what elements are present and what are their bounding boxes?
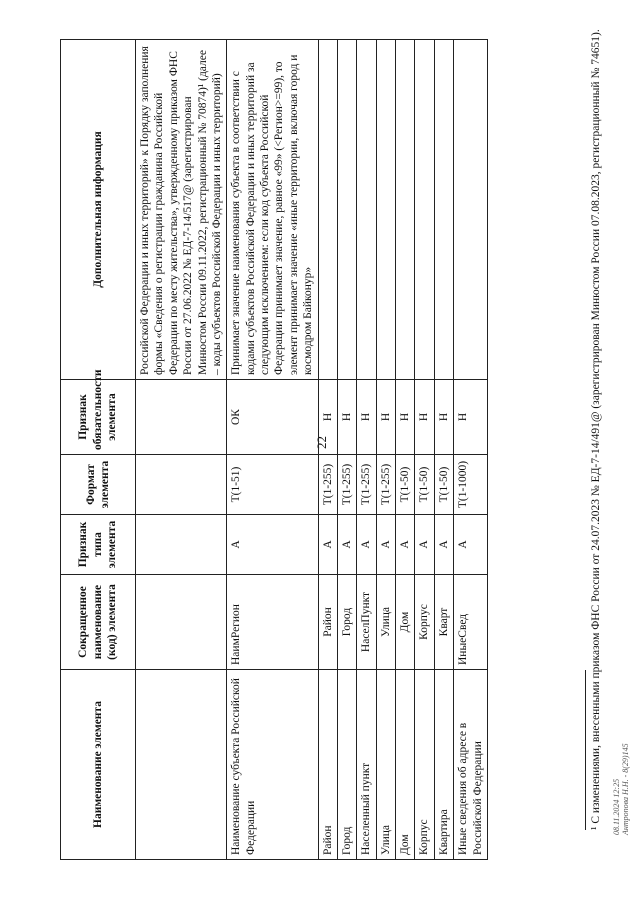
table-row: Иные сведения об адресе в Российской Федерации ИныеСвед А Т(1-1000) Н <box>454 40 488 860</box>
header-format: Формат элемента <box>61 455 136 515</box>
table-row: Квартира Кварт А Т(1-50) Н <box>434 40 453 860</box>
table-row: Улица Улица А Т(1-255) Н <box>376 40 395 860</box>
elements-table <box>60 39 488 860</box>
signature-stamp <box>612 715 630 835</box>
continued-info: Российской Федерации и иных территорий» к Порядку заполнения формы «Сведения о регистрации гражданина Российской Федерации по месту жительства», утвержденному приказом ФНС России от 27.06.2022 № ЕД-7-14/517@ (зарегистрирован Минюстом России 09.11.2022, регистрационный № 70874)¹ (далее – коды субъектов Российской Федерации и иных территорий) <box>136 40 227 380</box>
footnote <box>585 10 602 830</box>
header-type: Признак типа элемента <box>61 515 136 575</box>
stamp-name: Антропова Н.Н. - 8(29)145 <box>621 743 630 835</box>
footnote-text: ¹ С изменениями, внесенными приказом ФНС России от 24.07.2023 № ЕД-7-14/491@ (зарегистрирован Минюстом России 07.08.2023, регистрационный № 74651). <box>590 29 602 830</box>
header-info: Дополнительная информация <box>61 40 136 380</box>
table-row: Дом Дом А Т(1-50) Н <box>396 40 415 860</box>
rotated-table-page <box>60 40 580 860</box>
table-row: Район Район А Т(1-255) Н <box>318 40 337 860</box>
header-code: Сокращенное наименование (код) элемента <box>61 575 136 670</box>
table-row: Корпус Корпус А Т(1-50) Н <box>415 40 434 860</box>
footnote-rule <box>585 670 586 830</box>
header-required: Признак обязательности элемента <box>61 380 136 455</box>
table-header-row <box>61 40 136 860</box>
header-name: Наименование элемента <box>61 670 136 860</box>
stamp-date: 08.11.2024 12:25 <box>612 778 621 835</box>
page-number: 22 <box>314 436 329 449</box>
table-row: Наименование субъекта Российской Федерации НаимРегион А Т(1-51) ОК Принимает значение наименования субъекта в соответствии с кодами субъектов Российской Федерации и иных территорий за следующим исключением: если код субъекта Российской Федерации принимает значение, равное «99» (<Регион>=99), то элемент принимает значение «иные территории, включая город и космодром Байконур» <box>227 40 318 860</box>
table-row <box>136 40 227 860</box>
table-row: Населенный пункт НаселПункт А Т(1-255) Н <box>357 40 376 860</box>
table-row: Город Город А Т(1-255) Н <box>337 40 356 860</box>
